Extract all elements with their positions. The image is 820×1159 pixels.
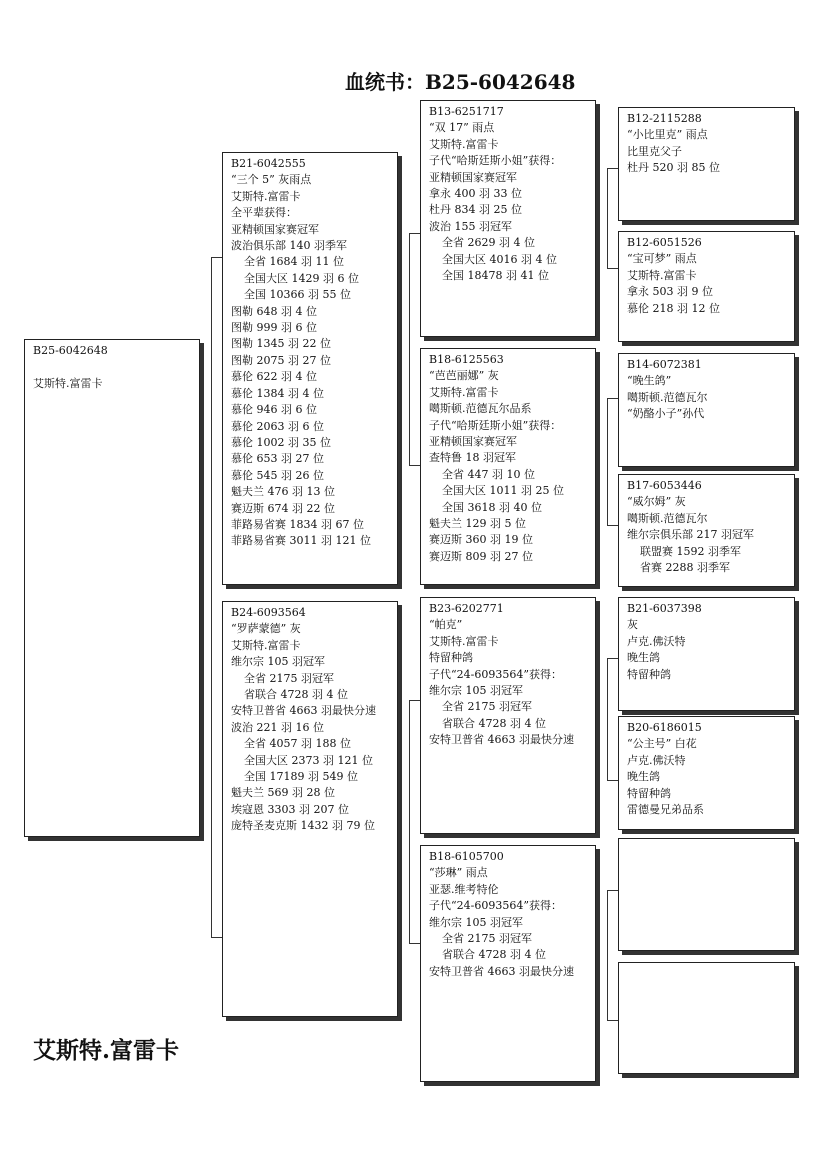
- ring-number: B21-6042555: [231, 157, 306, 170]
- pedigree-line: 比里克父子: [627, 144, 682, 158]
- dam-dam-card: [420, 845, 596, 1082]
- connector-g1-bottom: [607, 268, 618, 269]
- pedigree-line: 图勒 1345 羽 22 位: [231, 337, 331, 351]
- pedigree-line: 特留种鸽: [429, 651, 473, 665]
- ring-number: B23-6202771: [429, 602, 504, 615]
- pedigree-line: 艾斯特.富雷卡: [231, 638, 301, 652]
- pedigree-line: 全国 18478 羽 41 位: [442, 269, 549, 283]
- dam-sire-card: [420, 597, 596, 834]
- pedigree-line: “威尔姆” 灰: [627, 495, 686, 509]
- pedigree-line: 全国 17189 羽 549 位: [244, 770, 358, 784]
- pedigree-line: “晚生鸽”: [627, 374, 672, 388]
- pedigree-line: 慕伦 1002 羽 35 位: [231, 435, 331, 449]
- pedigree-line: 卢克.佛沃特: [627, 753, 686, 767]
- pedigree-line: 艾斯特.富雷卡: [231, 189, 301, 203]
- connector-gen1-dam: [211, 937, 222, 938]
- pedigree-line: 慕伦 1384 羽 4 位: [231, 386, 324, 400]
- pedigree-line: 赛迈斯 674 羽 22 位: [231, 501, 335, 515]
- pedigree-line: 图勒 648 羽 4 位: [231, 304, 317, 318]
- pedigree-line: 噶斯顿.范德瓦尔: [627, 390, 708, 404]
- connector-sire: [409, 233, 410, 465]
- pedigree-line: 省赛 2288 羽季军: [640, 561, 730, 575]
- pedigree-line: 全国 10366 羽 55 位: [244, 288, 351, 302]
- pedigree-line: 图勒 2075 羽 27 位: [231, 353, 331, 367]
- pedigree-line: 全省 4057 羽 188 位: [244, 737, 351, 751]
- pedigree-line: 全国大区 4016 羽 4 位: [442, 252, 557, 266]
- pedigree-line: 全省 1684 羽 11 位: [244, 255, 344, 269]
- connector-g2-top: [607, 398, 618, 399]
- pedigree-line: “宝可梦” 雨点: [627, 252, 697, 266]
- pigeon-name-footer: 艾斯特.富雷卡: [33, 1037, 180, 1064]
- pedigree-line: 赛迈斯 809 羽 27 位: [429, 549, 533, 563]
- pedigree-line: 艾斯特.富雷卡: [33, 376, 103, 390]
- pedigree-line: 庞特圣麦克斯 1432 羽 79 位: [231, 819, 375, 833]
- pedigree-line: 全省 447 羽 10 位: [442, 467, 535, 481]
- ring-number: B12-2115288: [627, 112, 702, 125]
- connector-g4-bottom: [607, 1020, 618, 1021]
- pedigree-line: 亚精顿国家赛冠军: [231, 222, 319, 236]
- ancestor-card-2: [618, 231, 795, 342]
- pedigree-line: 子代“24-6093564”获得：: [429, 899, 562, 913]
- pedigree-line: “帕克”: [429, 618, 463, 632]
- pedigree-line: 维尔宗 105 羽冠军: [231, 655, 325, 669]
- ring-number: B25-6042648: [33, 344, 108, 357]
- pedigree-line: 雷德曼兄弟品系: [627, 803, 704, 817]
- pedigree-line: 赛迈斯 360 羽 19 位: [429, 533, 533, 547]
- connector-gen1: [211, 257, 212, 937]
- pedigree-line: 慕伦 218 羽 12 位: [627, 301, 720, 315]
- connector-g1: [607, 168, 608, 268]
- ring-number: B18-6125563: [429, 353, 504, 366]
- pedigree-line: 魁夫兰 569 羽 28 位: [231, 786, 335, 800]
- connector-g4: [607, 890, 608, 1020]
- ring-number: B12-6051526: [627, 236, 702, 249]
- pedigree-line: 联盟赛 1592 羽季军: [640, 544, 741, 558]
- pedigree-line: 噶斯顿.范德瓦尔品系: [429, 402, 532, 416]
- pedigree-line: 艾斯特.富雷卡: [429, 385, 499, 399]
- pedigree-line: 维尔宗俱乐部 217 羽冠军: [627, 528, 754, 542]
- pedigree-line: 特留种鸽: [627, 786, 671, 800]
- pedigree-line: 全省 2175 羽冠军: [442, 932, 532, 946]
- ancestor-card-1: [618, 107, 795, 221]
- pedigree-line: [33, 359, 193, 375]
- sire-sire-card: [420, 100, 596, 337]
- pedigree-line: 全国大区 2373 羽 121 位: [244, 753, 373, 767]
- connector-g2: [607, 398, 608, 525]
- connector-dam-bottom: [409, 943, 420, 944]
- pedigree-line: 魁夫兰 476 羽 13 位: [231, 485, 335, 499]
- connector-sire-bottom: [409, 465, 420, 466]
- pedigree-line: 慕伦 2063 羽 6 位: [231, 419, 324, 433]
- pedigree-line: 省联合 4728 羽 4 位: [244, 688, 348, 702]
- dam-card: [222, 601, 398, 1017]
- pedigree-line: 亚精顿国家赛冠军: [429, 170, 517, 184]
- pedigree-line: 省联合 4728 羽 4 位: [442, 716, 546, 730]
- pedigree-line: “莎琳” 雨点: [429, 866, 488, 880]
- subject-card: [24, 339, 200, 837]
- pedigree-line: “小比里克” 雨点: [627, 128, 708, 142]
- pedigree-line: 维尔宗 105 羽冠军: [429, 684, 523, 698]
- pedigree-line: 子代“24-6093564”获得：: [429, 667, 562, 681]
- pedigree-line: 图勒 999 羽 6 位: [231, 321, 317, 335]
- ancestor-card-8: [618, 962, 795, 1074]
- ancestor-card-7: [618, 838, 795, 951]
- pedigree-line: 埃寇恩 3303 羽 207 位: [231, 802, 349, 816]
- ancestor-card-4: [618, 474, 795, 587]
- pedigree-line: “奶酪小子”孙代: [627, 407, 705, 421]
- pedigree-line: 全国 3618 羽 40 位: [442, 500, 542, 514]
- connector-sire-top: [409, 233, 420, 234]
- connector-dam: [409, 700, 410, 943]
- pedigree-line: 灰: [627, 618, 638, 632]
- pedigree-line: 特留种鸽: [627, 667, 671, 681]
- pedigree-line: 全平辈获得：: [231, 206, 297, 220]
- sire-dam-card: [420, 348, 596, 585]
- pedigree-line: 亚精顿国家赛冠军: [429, 435, 517, 449]
- pedigree-line: “三个 5” 灰雨点: [231, 173, 312, 187]
- pedigree-line: “芭芭丽娜” 灰: [429, 369, 499, 383]
- pedigree-line: 维尔宗 105 羽冠军: [429, 915, 523, 929]
- ring-number: B18-6105700: [429, 850, 504, 863]
- connector-dam-top: [409, 700, 420, 701]
- pedigree-line: 慕伦 653 羽 27 位: [231, 452, 324, 466]
- connector-g3-bottom: [607, 780, 618, 781]
- pedigree-line: 安特卫普省 4663 羽最快分速: [429, 733, 574, 747]
- pedigree-line: 全省 2175 羽冠军: [442, 700, 532, 714]
- pedigree-line: 全省 2629 羽 4 位: [442, 236, 535, 250]
- pedigree-line: 拿永 400 羽 33 位: [429, 187, 522, 201]
- pedigree-line: 慕伦 622 羽 4 位: [231, 370, 317, 384]
- pedigree-line: 波治俱乐部 140 羽季军: [231, 239, 347, 253]
- pedigree-line: 波治 221 羽 16 位: [231, 720, 324, 734]
- ring-number: B21-6037398: [627, 602, 702, 615]
- pedigree-line: “罗萨蒙德” 灰: [231, 622, 301, 636]
- ring-number: B17-6053446: [627, 479, 702, 492]
- pedigree-line: 艾斯特.富雷卡: [627, 268, 697, 282]
- pedigree-line: 菲路易省赛 3011 羽 121 位: [231, 534, 371, 548]
- pedigree-line: 波治 155 羽冠军: [429, 219, 512, 233]
- pedigree-line: 杜丹 520 羽 85 位: [627, 161, 720, 175]
- ancestor-card-6: [618, 716, 795, 830]
- pedigree-line: “双 17” 雨点: [429, 121, 495, 135]
- pedigree-line: 晚生鸽: [627, 770, 660, 784]
- sire-card: [222, 152, 398, 585]
- pedigree-line: 拿永 503 羽 9 位: [627, 285, 713, 299]
- pedigree-line: 查特鲁 18 羽冠军: [429, 451, 516, 465]
- pedigree-line: 卢克.佛沃特: [627, 634, 686, 648]
- pedigree-line: 安特卫普省 4663 羽最快分速: [429, 964, 574, 978]
- pedigree-line: 亚瑟.维考特伦: [429, 882, 499, 896]
- pedigree-line: 全国大区 1429 羽 6 位: [244, 271, 359, 285]
- pedigree-line: 子代“哈斯廷斯小姐”获得：: [429, 418, 562, 432]
- pedigree-line: 魁夫兰 129 羽 5 位: [429, 517, 526, 531]
- pedigree-line: 菲路易省赛 1834 羽 67 位: [231, 517, 364, 531]
- pedigree-line: “公主号” 白花: [627, 737, 697, 751]
- ring-number: B14-6072381: [627, 358, 702, 371]
- pedigree-line: 安特卫普省 4663 羽最快分速: [231, 704, 376, 718]
- connector-g3: [607, 658, 608, 780]
- pedigree-line: 杜丹 834 羽 25 位: [429, 203, 522, 217]
- ring-number: B24-6093564: [231, 606, 306, 619]
- pedigree-line: 慕伦 946 羽 6 位: [231, 403, 317, 417]
- pedigree-line: 艾斯特.富雷卡: [429, 634, 499, 648]
- pedigree-line: 省联合 4728 羽 4 位: [442, 948, 546, 962]
- ring-number: B13-6251717: [429, 105, 504, 118]
- pedigree-line: 慕伦 545 羽 26 位: [231, 468, 324, 482]
- connector-g4-top: [607, 890, 618, 891]
- pedigree-line: 晚生鸽: [627, 651, 660, 665]
- connector-g3-top: [607, 658, 618, 659]
- ring-number: B20-6186015: [627, 721, 702, 734]
- pedigree-line: 全国大区 1011 羽 25 位: [442, 484, 564, 498]
- ancestor-card-5: [618, 597, 795, 711]
- pedigree-line: 艾斯特.富雷卡: [429, 137, 499, 151]
- connector-g1-top: [607, 168, 618, 169]
- pedigree-title: 血统书：B25-6042648: [345, 70, 576, 94]
- connector-g2-bottom: [607, 525, 618, 526]
- ancestor-card-3: [618, 353, 795, 467]
- pedigree-line: 子代“哈斯廷斯小姐”获得：: [429, 154, 562, 168]
- connector-gen1-sire: [211, 257, 222, 258]
- pedigree-line: 全省 2175 羽冠军: [244, 671, 334, 685]
- pedigree-line: 噶斯顿.范德瓦尔: [627, 511, 708, 525]
